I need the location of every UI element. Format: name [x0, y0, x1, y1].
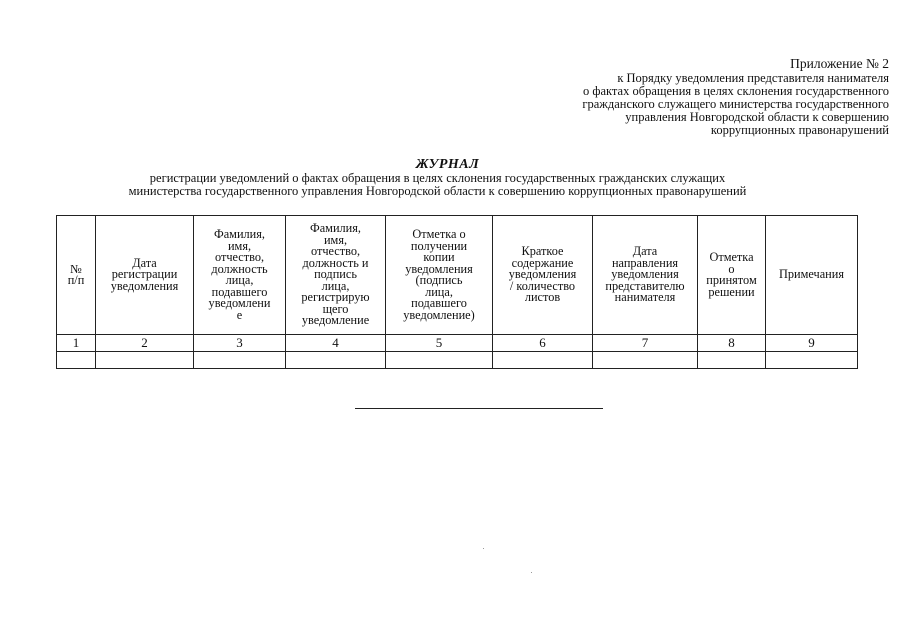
column-header-line: Отметка о	[412, 227, 466, 241]
scan-speck	[531, 572, 532, 573]
column-header	[493, 216, 593, 335]
appendix-header	[469, 56, 889, 137]
column-header-line: уведомление)	[403, 307, 475, 322]
column-number: 1	[57, 335, 96, 352]
column-header	[698, 216, 766, 335]
appendix-line: к Порядку уведомления представителя нанимателя	[617, 71, 889, 85]
column-number: 5	[386, 335, 493, 352]
column-header-line: уведомление	[301, 313, 370, 328]
column-header-line: лица,	[425, 284, 453, 299]
column-header-line: о	[728, 261, 735, 276]
journal-title: ЖУРНАЛ	[415, 157, 480, 172]
column-header-line: е	[236, 307, 243, 322]
appendix-line: управления Новгородской области к совершению	[625, 110, 889, 124]
scan-speck	[483, 548, 484, 549]
table-cell	[493, 352, 593, 369]
signature-line	[355, 408, 603, 409]
column-header-line: представителю	[605, 278, 685, 293]
column-number: 6	[493, 335, 593, 352]
column-header-line: Краткое	[521, 244, 564, 259]
column-header-line: уведомления	[611, 267, 679, 282]
table-cell	[194, 352, 286, 369]
table-cell	[593, 352, 698, 369]
column-header-line: копии	[423, 250, 455, 264]
column-number: 7	[593, 335, 698, 352]
journal-table	[56, 215, 858, 369]
column-header-line: принятом	[706, 273, 757, 287]
table-cell	[386, 352, 493, 369]
column-header-line: отчество,	[214, 250, 265, 264]
column-header-line: / количество	[509, 278, 576, 293]
appendix-number: Приложение № 2	[790, 56, 889, 71]
table-cell	[96, 352, 194, 369]
column-header-line: подпись	[314, 267, 357, 282]
column-header-line: уведомлени	[208, 296, 271, 310]
column-header-line: уведомления	[508, 267, 577, 282]
column-header-line: лица,	[321, 278, 350, 293]
column-header-line: Отметка	[709, 250, 754, 264]
column-header-line: лица,	[225, 273, 254, 287]
table-cell	[57, 352, 96, 369]
column-header	[286, 216, 386, 335]
column-header-line: имя,	[323, 232, 348, 247]
column-number: 9	[766, 335, 858, 352]
column-header-line: щего	[322, 301, 349, 316]
column-header-line: Дата	[132, 255, 157, 270]
table-cell	[698, 352, 766, 369]
column-header-line: подавшего	[211, 284, 268, 299]
column-header-line: содержание	[511, 255, 574, 270]
column-header-line: уведомления	[405, 261, 473, 276]
column-number: 8	[698, 335, 766, 352]
column-header-line: должность	[211, 261, 268, 276]
table-header-row	[57, 216, 858, 335]
table-cell	[766, 352, 858, 369]
column-header-line: п/п	[67, 273, 85, 287]
appendix-line: гражданского служащего министерства государственного	[582, 97, 889, 111]
table-cell	[286, 352, 386, 369]
journal-heading	[0, 157, 905, 198]
column-header-line: имя,	[227, 238, 252, 253]
table-row	[57, 352, 858, 369]
column-header-line: регистрирую	[301, 290, 370, 305]
appendix-line: коррупционных правонарушений	[710, 123, 889, 137]
column-header	[593, 216, 698, 335]
column-number: 4	[286, 335, 386, 352]
column-header-line: направления	[611, 255, 679, 270]
column-header-line: подавшего	[411, 296, 467, 310]
column-header-line: Фамилия,	[310, 221, 361, 236]
column-header	[766, 216, 858, 335]
appendix-line: о фактах обращения в целях склонения государственного	[583, 84, 889, 98]
column-header	[194, 216, 286, 335]
journal-subtitle-line: министерства государственного управления Новгородской области к совершению коррупционных правонарушений	[128, 184, 747, 198]
column-header-line: Примечания	[778, 267, 844, 282]
column-header	[386, 216, 493, 335]
column-header-line: должность и	[302, 255, 369, 270]
column-header-line: уведомления	[110, 278, 179, 293]
column-header-line: нанимателя	[614, 290, 676, 305]
column-header-line: Дата	[632, 244, 658, 259]
column-header	[57, 216, 96, 335]
column-header-line: решении	[708, 284, 755, 299]
column-header-line: листов	[524, 290, 561, 305]
journal-subtitle-line: регистрации уведомлений о фактах обращения в целях склонения государственных гражданских служащих	[149, 171, 726, 185]
column-number: 2	[96, 335, 194, 352]
column-header-line: получении	[410, 238, 468, 253]
column-header	[96, 216, 194, 335]
column-header-line: №	[70, 261, 82, 276]
column-number: 3	[194, 335, 286, 352]
column-header-line: (подпись	[415, 273, 463, 287]
column-number-row	[57, 335, 858, 352]
column-header-line: Фамилия,	[214, 227, 265, 241]
column-header-line: регистрации	[111, 267, 178, 282]
column-header-line: отчество,	[310, 244, 361, 259]
